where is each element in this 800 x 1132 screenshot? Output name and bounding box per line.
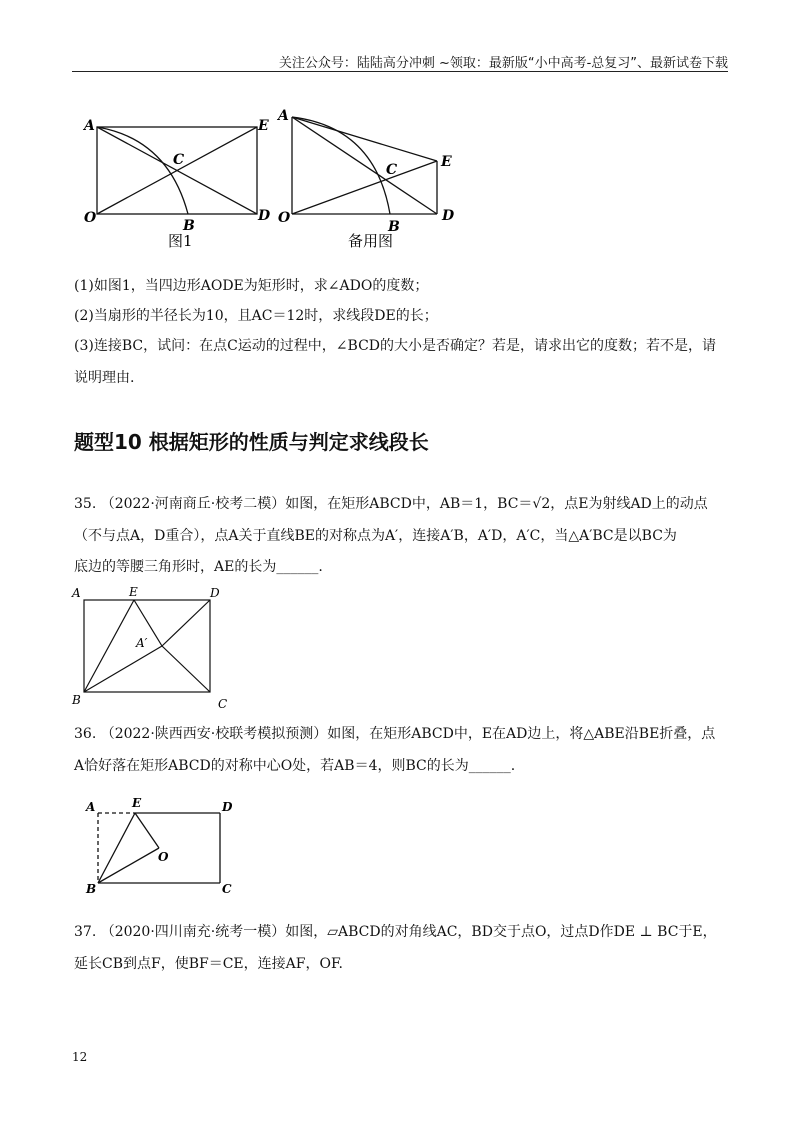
q36-label-A: A [86, 800, 96, 814]
q35-line-2: （不与点A，D重合），点A关于直线BE的对称点为A′，连接A′B，A′D，A′C，当△A′BC是以BC为 [74, 528, 677, 544]
page-number: 12 [72, 1050, 88, 1064]
section-heading: 题型10 根据矩形的性质与判定求线段长 [74, 430, 429, 454]
figure-backup [270, 100, 470, 250]
q36-label-C: C [222, 882, 232, 896]
q37-line-2: 延长CB到点F，使BF＝CE，连接AF，OF. [74, 956, 343, 972]
figure-1 [80, 100, 280, 250]
fig1-caption: 图1 [168, 232, 193, 250]
q36-label-B: B [86, 882, 97, 896]
header-rule [72, 71, 728, 72]
fig1-label-E: E [258, 118, 269, 134]
prev-part-3: (3)连接BC，试问：在点C运动的过程中，∠BCD的大小是否确定？若是，请求出它的度数；若不是，请 [74, 338, 717, 354]
fig2-label-C: C [386, 162, 398, 178]
q36-line-2: A恰好落在矩形ABCD的对称中心O处，若AB＝4，则BC的长为______. [74, 758, 516, 774]
q35-label-C: C [218, 697, 228, 711]
fig2-label-E: E [441, 154, 452, 170]
prev-part-3-cont: 说明理由. [74, 370, 135, 386]
fig2-label-B: B [388, 219, 400, 235]
q35-line-3: 底边的等腰三角形时，AE的长为______. [74, 559, 323, 575]
fig2-label-D: D [442, 208, 455, 224]
fig2-label-A: A [278, 108, 289, 124]
prev-part-2: (2)当扇形的半径长为10，且AC＝12时，求线段DE的长； [74, 308, 438, 324]
q35-figure [68, 584, 238, 714]
fig1-label-D: D [258, 208, 271, 224]
page-header: 关注公众号：陆陆高分冲刺 ~领取：最新版“小中高考-总复习”、最新试卷下载 [278, 56, 728, 71]
fig2-caption: 备用图 [348, 232, 394, 250]
q36-figure [80, 795, 250, 905]
prev-part-1: (1)如图1，当四边形AODE为矩形时，求∠ADO的度数； [74, 278, 429, 294]
q35-label-B: B [72, 693, 81, 707]
q35-label-D: D [210, 586, 220, 600]
fig1-label-C: C [173, 152, 185, 168]
q36-label-D: D [222, 800, 233, 814]
q36-line-1: 36. （2022·陕西西安·校联考模拟预测）如图，在矩形ABCD中，E在AD边上，将△ABE沿BE折叠，点 [74, 726, 716, 742]
fig1-label-B: B [183, 218, 195, 234]
q35-label-E: E [129, 585, 138, 599]
q35-label-A-prime: A′ [136, 636, 148, 650]
q36-label-O: O [158, 850, 169, 864]
fig2-label-O: O [278, 210, 291, 226]
q36-label-E: E [132, 796, 142, 810]
q35-label-A: A [72, 586, 81, 600]
fig1-label-A: A [84, 118, 95, 134]
q37-line-1: 37. （2020·四川南充·统考一模）如图，▱ABCD的对角线AC，BD交于点O，过点D作DE ⊥ BC于E， [74, 924, 717, 940]
q35-line-1: 35. （2022·河南商丘·校考二模）如图，在矩形ABCD中，AB＝1，BC＝√2，点E为射线AD上的动点 [74, 496, 708, 512]
fig1-label-O: O [84, 210, 97, 226]
